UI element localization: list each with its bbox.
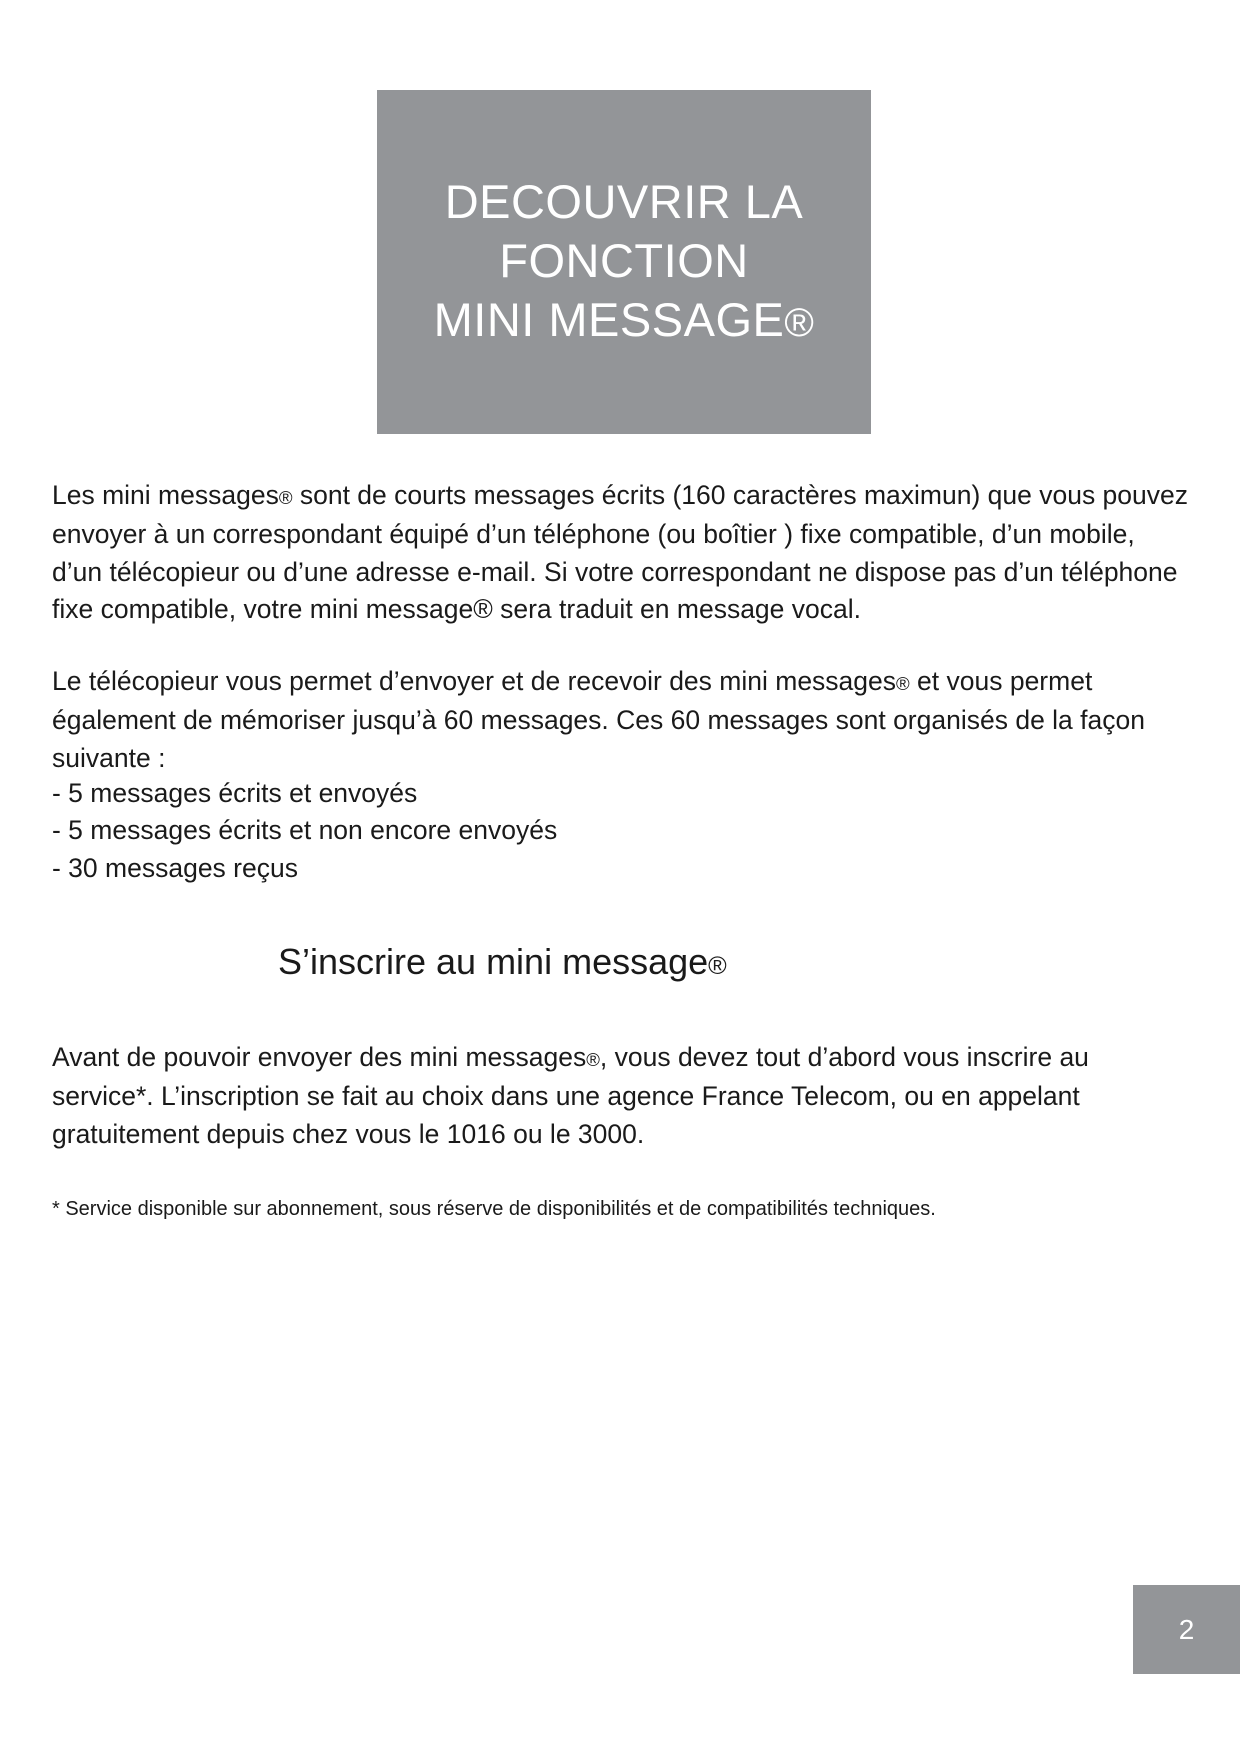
- subtitle-text: S’inscrire au mini message: [278, 941, 709, 982]
- intro-registered-mark: ®: [278, 487, 293, 508]
- list-item: - 30 messages reçus: [52, 852, 298, 883]
- title-line-2: FONCTION: [499, 233, 749, 287]
- title-line-3-text: MINI MESSAGE: [433, 292, 785, 346]
- list-item: - 5 messages écrits et non encore envoyés: [52, 815, 558, 846]
- list-item: - 5 messages écrits et envoyés: [52, 778, 418, 808]
- subtitle-registered-mark: ®: [708, 952, 727, 980]
- title-box: [377, 90, 871, 434]
- register-paragraph: [52, 1039, 1192, 1153]
- storage-paragraph: [52, 663, 1192, 777]
- section-subtitle: [278, 940, 727, 988]
- intro-text-2: sont de courts messages écrits (160 caractères maximun) que vous pouvez envoyer à un correspondant équipé d’un téléphone (ou boîtier ) fixe compatible, d’un mobile, d’un télécopieur ou d’une adresse e-mail. Si votre correspondant ne dispose pas d’un téléphone fixe compatible, votre mini message® sera traduit en message vocal.: [52, 480, 1189, 624]
- message-allocation-list: [52, 775, 557, 887]
- title-line-3: [434, 290, 815, 353]
- intro-paragraph: [52, 477, 1192, 628]
- footnote: * Service disponible sur abonnement, sous réserve de disponibilités et de compatibilités techniques.: [52, 1198, 936, 1220]
- storage-text-1: Le télécopieur vous permet d’envoyer et de recevoir des mini messages: [52, 666, 897, 696]
- title-line-1: DECOUVRIR LA: [444, 174, 804, 228]
- register-text-1: Avant de pouvoir envoyer des mini messages: [52, 1042, 587, 1072]
- page-number-box: [1133, 1585, 1240, 1674]
- intro-text-1: Les mini messages: [52, 480, 279, 510]
- register-text-2: , vous devez tout d’abord vous inscrire au service*. L’inscription se fait au choix dans une agence France Telecom, ou en appelant gratuitement depuis chez vous le 1016 ou le 3000.: [52, 1042, 1089, 1149]
- register-registered-mark: ®: [586, 1049, 600, 1070]
- page-number: 2: [1178, 1613, 1195, 1645]
- storage-text-2: et vous permet également de mémoriser jusqu’à 60 messages. Ces 60 messages sont organisés de la façon suivante :: [52, 666, 1145, 773]
- title-registered-mark: ®: [784, 300, 815, 345]
- page-title: [434, 172, 815, 353]
- storage-registered-mark: ®: [896, 673, 910, 694]
